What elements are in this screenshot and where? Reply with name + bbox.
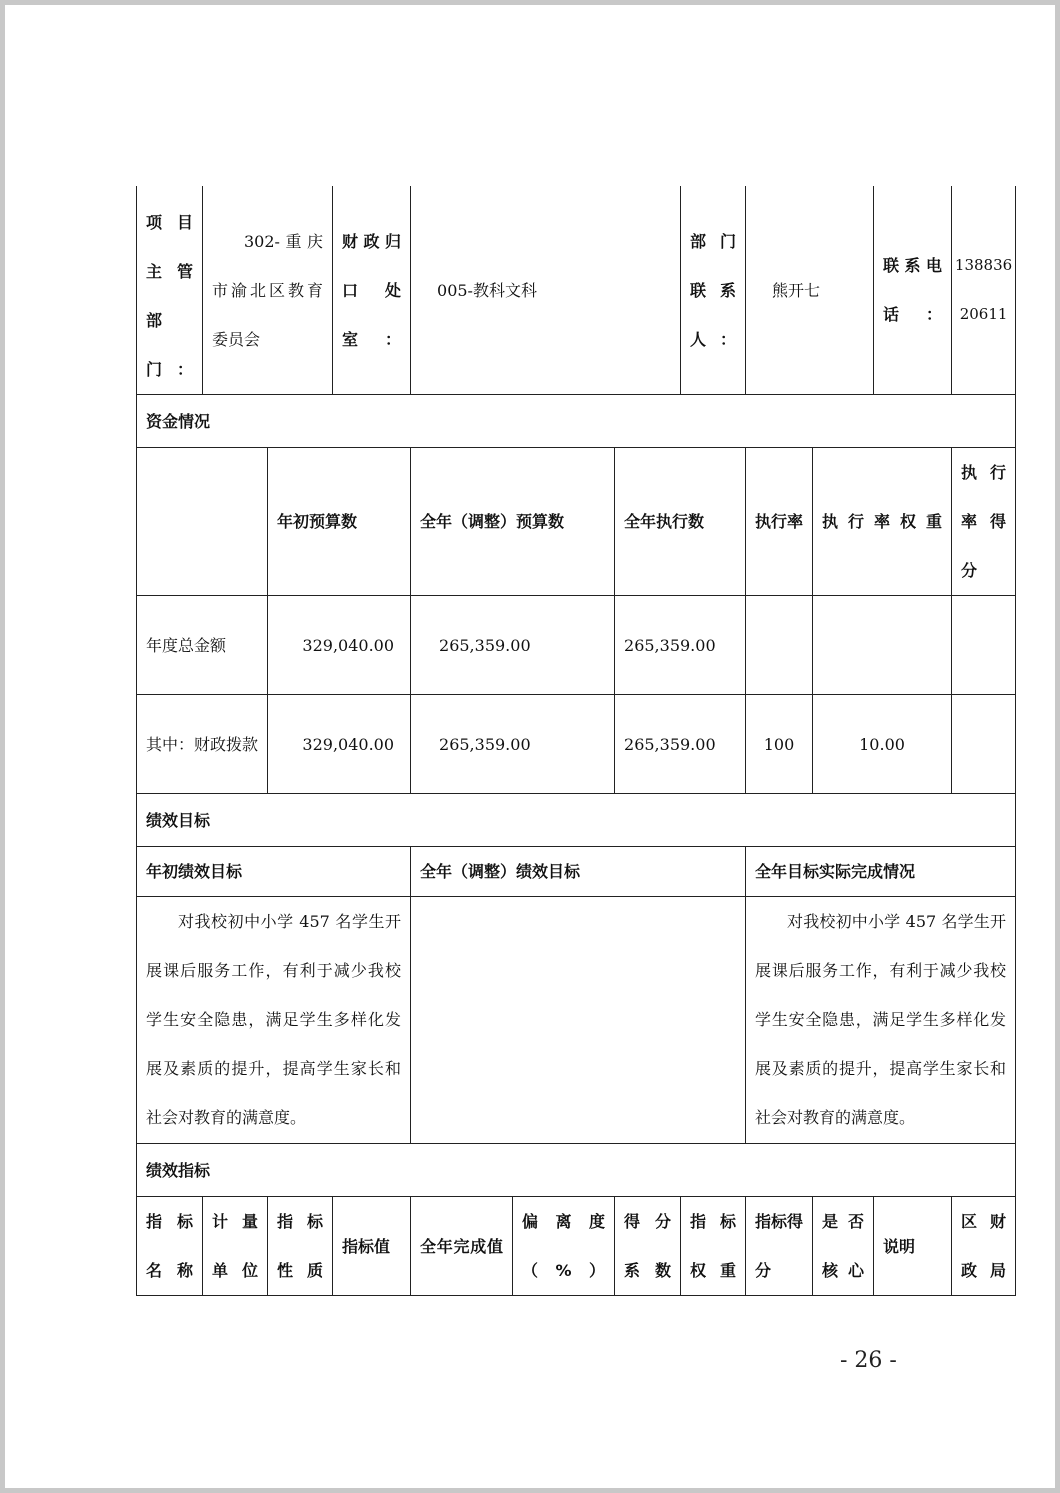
funds-row-initial: 329,040.00 bbox=[268, 596, 411, 695]
goals-col-actual: 全年目标实际完成情况 bbox=[746, 847, 1016, 897]
ind-col-completed: 全年完成值 bbox=[411, 1197, 513, 1296]
indicators-header-row bbox=[137, 1197, 1016, 1296]
goals-initial-text: 对我校初中小学 457 名学生开展课后服务工作，有利于减少我校学生安全隐患，满足学生多样化发展及素质的提升，提高学生家长和社会对教育的满意度。 bbox=[146, 912, 402, 1127]
ind-col-bureau: 区财政局 bbox=[952, 1197, 1016, 1296]
ind-col-core: 是否核心 bbox=[813, 1197, 874, 1296]
ind-col-coef: 得分系数 bbox=[615, 1197, 681, 1296]
funds-row-total bbox=[137, 596, 1016, 695]
ind-col-weight: 指标权重 bbox=[681, 1197, 746, 1296]
goals-content-row bbox=[137, 897, 1016, 1144]
funds-header-row bbox=[137, 448, 1016, 596]
ind-col-value: 指标值 bbox=[333, 1197, 411, 1296]
goals-actual-cell bbox=[746, 897, 1016, 1144]
goals-actual-text: 对我校初中小学 457 名学生开展课后服务工作，有利于减少我校学生安全隐患，满足学生多样化发展及素质的提升，提高学生家长和社会对教育的满意度。 bbox=[755, 912, 1007, 1127]
header-row bbox=[137, 186, 1016, 395]
funds-row-rate bbox=[746, 596, 813, 695]
ind-col-score: 指标得分 bbox=[746, 1197, 813, 1296]
funds-row-executed: 265,359.00 bbox=[615, 596, 746, 695]
ind-col-unit: 计量单位 bbox=[203, 1197, 268, 1296]
dept-value-text: 302-重庆市渝北区教育委员会 bbox=[212, 231, 324, 349]
finance-value: 005-教科文科 bbox=[411, 186, 681, 395]
dept-label: 项目主管部门： bbox=[137, 186, 203, 395]
funds-col-executed: 全年执行数 bbox=[615, 448, 746, 596]
phone-value: 13883620611 bbox=[952, 186, 1016, 395]
funds-row-label: 年度总金额 bbox=[137, 596, 268, 695]
indicators-section-title: 绩效指标 bbox=[137, 1144, 1016, 1197]
ind-col-nature: 指标性质 bbox=[268, 1197, 333, 1296]
funds-col-score: 执行率得分 bbox=[952, 448, 1016, 596]
contact-value: 熊开七 bbox=[746, 186, 874, 395]
goals-section-row bbox=[137, 794, 1016, 847]
goals-header-row bbox=[137, 847, 1016, 897]
goals-section-title: 绩效目标 bbox=[137, 794, 1016, 847]
goals-col-adjusted: 全年（调整）绩效目标 bbox=[411, 847, 746, 897]
finance-label: 财政归口处室： bbox=[333, 186, 411, 395]
funds-row-weight: 10.00 bbox=[813, 695, 952, 794]
ind-col-deviation: 偏离度（%） bbox=[513, 1197, 615, 1296]
funds-row-weight bbox=[813, 596, 952, 695]
funds-row-executed: 265,359.00 bbox=[615, 695, 746, 794]
dept-value bbox=[203, 186, 333, 395]
funds-col-adjusted: 全年（调整）预算数 bbox=[411, 448, 615, 596]
goals-adjusted-cell bbox=[411, 897, 746, 1144]
funds-col-rate: 执行率 bbox=[746, 448, 813, 596]
funds-section-title: 资金情况 bbox=[137, 395, 1016, 448]
funds-row-score bbox=[952, 695, 1016, 794]
funds-row-label: 其中：财政拨款 bbox=[137, 695, 268, 794]
ind-col-name: 指标名称 bbox=[137, 1197, 203, 1296]
goals-initial-cell bbox=[137, 897, 411, 1144]
phone-label: 联系电话： bbox=[874, 186, 952, 395]
goals-col-initial: 年初绩效目标 bbox=[137, 847, 411, 897]
funds-section-row bbox=[137, 395, 1016, 448]
funds-col-weight: 执行率权重 bbox=[813, 448, 952, 596]
funds-row-score bbox=[952, 596, 1016, 695]
indicators-section-row bbox=[137, 1144, 1016, 1197]
funds-row-initial: 329,040.00 bbox=[268, 695, 411, 794]
funds-row-adjusted: 265,359.00 bbox=[411, 596, 615, 695]
page-number: - 26 - bbox=[840, 1348, 897, 1373]
funds-col-blank bbox=[137, 448, 268, 596]
performance-table bbox=[136, 186, 1016, 1296]
funds-row-adjusted: 265,359.00 bbox=[411, 695, 615, 794]
funds-row-fiscal bbox=[137, 695, 1016, 794]
ind-col-note: 说明 bbox=[874, 1197, 952, 1296]
funds-row-rate: 100 bbox=[746, 695, 813, 794]
contact-label: 部门联系人： bbox=[681, 186, 746, 395]
funds-col-initial: 年初预算数 bbox=[268, 448, 411, 596]
